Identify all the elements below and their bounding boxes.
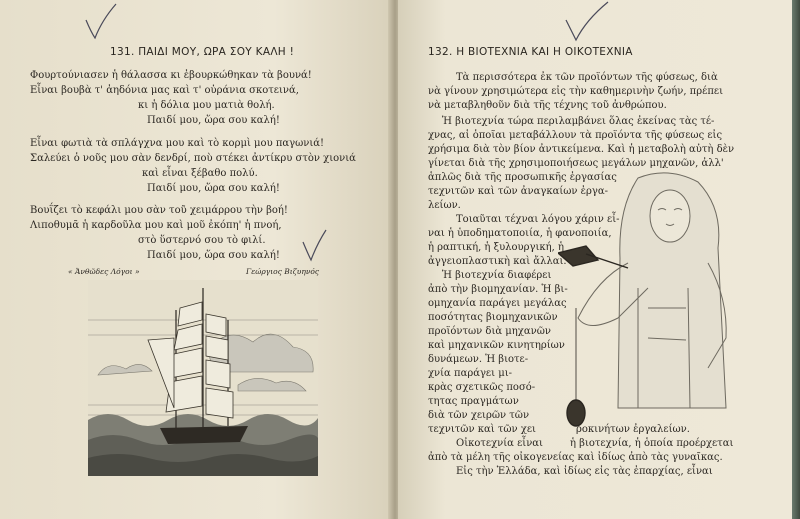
- article-line: ἡ ραπτική, ἡ ξυλουργική, ἡ: [428, 242, 564, 253]
- article-line: Οἰκοτεχνία εἶναι: [456, 438, 543, 449]
- article-line: ἁπλῶς διὰ τῆς προσωπικῆς ἐργασίας: [428, 172, 617, 183]
- article-line: ἡ βιοτεχνία, ἡ ὁποία προέρχεται: [570, 438, 734, 449]
- article-line: τεχνιτῶν καὶ τῶν ἀναγκαίων ἐργα-: [428, 186, 609, 197]
- poem-line: Παιδί μου, ὥρα σου καλή!: [147, 115, 280, 126]
- article-line: καὶ μηχανικῶν κινητηρίων: [428, 340, 565, 351]
- article-line: ομηχανία παράγει μεγάλας: [428, 298, 567, 309]
- article-line: ποσότητας βιομηχανικῶν: [428, 312, 558, 323]
- article-line: Τοιαῦται τέχναι λόγου χάριν εἶ-: [456, 214, 620, 225]
- sailing-ship-illustration: [88, 280, 318, 476]
- article-line: λείων.: [428, 200, 461, 211]
- article-line: Ἡ βιοτεχνία διαφέρει: [442, 270, 552, 281]
- article-line: προϊόντων διὰ μηχανῶν: [428, 326, 551, 337]
- article-line: Εἰς τὴν Ἑλλάδα, καὶ ἰδίως εἰς τὰς ἐπαρχίας, εἶναι: [456, 466, 713, 477]
- poem-author: Γεώργιος Βιζυηνός: [246, 267, 320, 276]
- article-line: διὰ τῶν χειρῶν τῶν: [428, 410, 530, 421]
- article-line: ἀγγειοπλαστικὴ καὶ ἄλλαι.: [428, 256, 567, 267]
- left-page: [0, 0, 392, 519]
- article-title: 132. Η ΒΙΟΤΕΧΝΙΑ ΚΑΙ Η ΟΙΚΟΤΕΧΝΙΑ: [428, 46, 633, 58]
- book-cover-edge: [792, 0, 800, 519]
- poem-line: κι ἡ δόλια μου ματιὰ θολή.: [138, 100, 275, 111]
- article-line: νὰ γίνουν χρησιμώτερα εἰς τὴν καθημερινὴν ζωήν, πρέπει: [428, 86, 723, 97]
- article-line: χρήσιμα διὰ τὸν βίον ἀντικείμενα. Καὶ ἡ μεταβολὴ αὐτὴ δὲν: [428, 144, 735, 155]
- right-page: [398, 0, 794, 519]
- article-line: νὰ μεταβληθοῦν διὰ τῆς τέχνης τοῦ ἀνθρώπου.: [428, 100, 667, 111]
- poem-line: Βουΐζει τὸ κεφάλι μου σὰν τοῦ χειμάρρου τὴν βοή!: [30, 205, 288, 216]
- poem-line: Παιδί μου, ὥρα σου καλή!: [147, 250, 280, 261]
- article-line: χνας, αἱ ὁποῖαι μεταβάλλουν τὰ προϊόντα τῆς φύσεως εἰς: [428, 130, 723, 141]
- poem-source: « Ἀνθῶδες Λόγοι »: [68, 267, 140, 276]
- article-line: γίνεται διὰ τῆς χρησιμοποιήσεως μεγάλων μηχανῶν, ἀλλ': [428, 158, 724, 169]
- poem-line: καὶ εἶναι ξέβαθο πολύ.: [142, 168, 258, 179]
- article-line: ροκινήτων ἐργαλείων.: [576, 424, 690, 435]
- article-line: κρὰς σχετικῶς ποσό-: [428, 382, 536, 393]
- check-mark-icon: [562, 0, 612, 44]
- poem-line: Φουρτούνιασεν ἡ θάλασσα κι ἐβουρκώθηκαν τὰ βουνά!: [30, 70, 312, 81]
- check-mark-icon: [300, 228, 330, 264]
- article-line: Ἡ βιοτεχνία τώρα περιλαμβάνει ὅλας ἐκείνας τὰς τέ-: [442, 116, 715, 127]
- poem-line: στὸ ὕστερνό σου τὸ φιλί.: [138, 235, 266, 246]
- poem-line: Εἶναι βουβὰ τ' ἀηδόνια μας καὶ τ' οὐράνια σκοτεινά,: [30, 85, 299, 96]
- article-line: ἀπὸ τὰ μέλη τῆς οἰκογενείας καὶ ἰδίως ἀπὸ τὰς γυναῖκας.: [428, 452, 723, 463]
- poem-line: Παιδί μου, ὥρα σου καλή!: [147, 183, 280, 194]
- woman-spinning-illustration: [558, 168, 748, 428]
- article-line: Τὰ περισσότερα ἐκ τῶν προϊόντων τῆς φύσεως, διὰ: [456, 72, 718, 83]
- article-line: ναι ἡ ὑποδηματοποιία, ἡ φανοποιία,: [428, 228, 612, 239]
- article-line: χνία παράγει μι-: [428, 368, 513, 379]
- article-line: τεχνιτῶν καὶ τῶν χει: [428, 424, 536, 435]
- poem-line: Σαλεύει ὁ νοῦς μου σὰν δενδρί, ποὺ στέκει ἀντίκρυ στὸν χιονιά: [30, 153, 356, 164]
- poem-title: 131. ΠΑΙΔΙ ΜΟΥ, ΩΡΑ ΣΟΥ ΚΑΛΗ !: [110, 46, 295, 58]
- poem-line: Λιποθυμᾶ ἡ καρδοῦλα μου καὶ μοῦ ἐκόπη' ἡ πνοή,: [30, 220, 282, 231]
- article-line: δυνάμεων. Ἡ βιοτε-: [428, 354, 529, 365]
- check-mark-icon: [82, 2, 122, 42]
- article-line: ἀπὸ τὴν βιομηχανίαν. Ἡ βι-: [428, 284, 568, 295]
- poem-line: Εἶναι φωτιὰ τὰ σπλάγχνα μου καὶ τὸ κορμὶ μου παγωνιά!: [30, 138, 325, 149]
- article-line: τητας πραγμάτων: [428, 396, 519, 407]
